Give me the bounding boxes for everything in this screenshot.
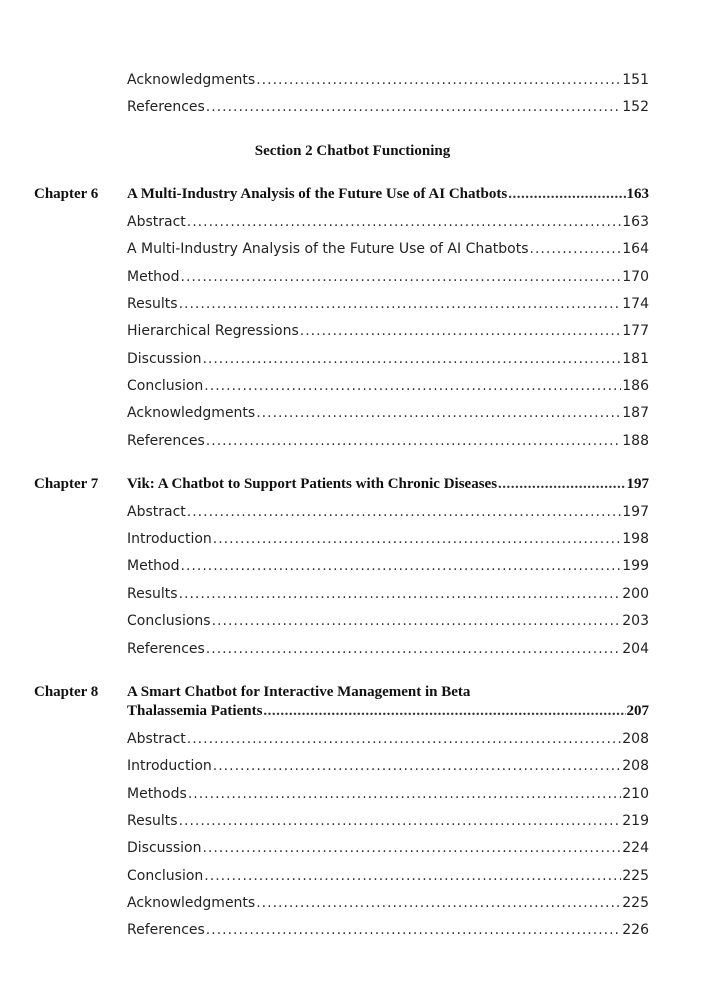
dot-leader — [204, 868, 621, 884]
toc-entry-title: Methods — [127, 786, 187, 802]
toc-entry-page: 186 — [622, 378, 649, 394]
dot-leader — [206, 641, 621, 657]
dot-leader — [508, 186, 625, 203]
dot-leader — [206, 433, 621, 449]
toc-entry-title: Abstract — [127, 731, 186, 747]
dot-leader — [263, 703, 625, 720]
toc-entry[interactable] — [127, 531, 649, 547]
section-title: Section 2 Chatbot Functioning — [254, 143, 451, 159]
toc-entry-page: 219 — [622, 813, 649, 829]
toc-entry-page: 200 — [622, 586, 649, 602]
toc-entry-title: Conclusion — [127, 868, 204, 884]
dot-leader — [213, 758, 621, 774]
toc-entry[interactable] — [127, 758, 649, 774]
toc-entry-page: 187 — [622, 405, 649, 421]
toc-entry-page: 163 — [622, 214, 649, 230]
toc-entry-page: 203 — [622, 613, 649, 629]
toc-entry-title: References — [127, 922, 205, 938]
chapter-title-entry[interactable] — [127, 186, 649, 203]
toc-entry-title: Abstract — [127, 504, 186, 520]
chapter-page: 197 — [626, 476, 649, 492]
toc-entry-page: 181 — [622, 351, 649, 367]
chapter-title-entry[interactable] — [127, 703, 649, 720]
toc-entry[interactable] — [127, 323, 649, 339]
toc-entry[interactable] — [127, 586, 649, 602]
toc-entry[interactable] — [127, 433, 649, 449]
toc-entry[interactable] — [127, 558, 649, 574]
toc-entry[interactable] — [127, 405, 649, 421]
chapter-title-line2: Thalassemia Patients — [127, 703, 263, 719]
toc-entry-title: References — [127, 433, 205, 449]
toc-entry-page: 151 — [622, 72, 649, 88]
toc-entry-title: Acknowledgments — [127, 72, 256, 88]
toc-entry-title: Abstract — [127, 214, 186, 230]
dot-leader — [181, 269, 622, 285]
dot-leader — [181, 558, 622, 574]
dot-leader — [187, 731, 621, 747]
toc-entry-page: 208 — [622, 731, 649, 747]
toc-entry-title: Introduction — [127, 531, 212, 547]
toc-entry-title: Results — [127, 296, 178, 312]
toc-entry-page: 177 — [622, 323, 649, 339]
toc-entry[interactable] — [127, 378, 649, 394]
toc-entry-page: 170 — [622, 269, 649, 285]
toc-entry[interactable] — [127, 269, 649, 285]
toc-entry-page: 226 — [622, 922, 649, 938]
chapter-title: A Multi-Industry Analysis of the Future Use of AI Chatbots — [127, 186, 508, 202]
toc-entry-title: Acknowledgments — [127, 895, 256, 911]
toc-entry-title: Discussion — [127, 351, 202, 367]
toc-entry-page: 174 — [622, 296, 649, 312]
toc-entry-title: A Multi-Industry Analysis of the Future Use of AI Chatbots — [127, 241, 529, 257]
toc-entry[interactable] — [127, 99, 649, 115]
dot-leader — [256, 895, 621, 911]
toc-entry-page: 188 — [622, 433, 649, 449]
toc-entry-page: 199 — [622, 558, 649, 574]
toc-entry[interactable] — [127, 813, 649, 829]
toc-entry[interactable] — [127, 840, 649, 856]
chapter-label: Chapter 7 — [34, 476, 99, 492]
toc-entry[interactable] — [127, 731, 649, 747]
toc-entry-page: 197 — [622, 504, 649, 520]
toc-entry[interactable] — [127, 72, 649, 88]
toc-entry-title: Conclusions — [127, 613, 211, 629]
toc-entry-page: 152 — [622, 99, 649, 115]
dot-leader — [204, 378, 621, 394]
dot-leader — [213, 531, 621, 547]
toc-entry[interactable] — [127, 214, 649, 230]
toc-entry[interactable] — [127, 296, 649, 312]
dot-leader — [187, 214, 621, 230]
toc-entry-title: Hierarchical Regressions — [127, 323, 299, 339]
toc-entry-page: 198 — [622, 531, 649, 547]
toc-entry[interactable] — [127, 613, 649, 629]
toc-entry-page: 225 — [622, 868, 649, 884]
toc-entry[interactable] — [127, 895, 649, 911]
dot-leader — [206, 99, 621, 115]
toc-entry-title: Conclusion — [127, 378, 204, 394]
dot-leader — [256, 72, 621, 88]
toc-entry-title: Method — [127, 558, 180, 574]
toc-entry[interactable] — [127, 868, 649, 884]
dot-leader — [206, 922, 621, 938]
dot-leader — [498, 476, 625, 493]
toc-entry[interactable] — [127, 922, 649, 938]
chapter-page: 207 — [626, 703, 649, 719]
dot-leader — [179, 586, 622, 602]
dot-leader — [300, 323, 622, 339]
toc-entry[interactable] — [127, 351, 649, 367]
toc-entry[interactable] — [127, 241, 649, 257]
toc-entry-title: Results — [127, 586, 178, 602]
dot-leader — [202, 351, 621, 367]
toc-entry-title: Results — [127, 813, 178, 829]
toc-entry[interactable] — [127, 786, 649, 802]
toc-entry-title: Acknowledgments — [127, 405, 256, 421]
toc-entry-page: 225 — [622, 895, 649, 911]
dot-leader — [179, 296, 622, 312]
toc-entry-page: 210 — [622, 786, 649, 802]
toc-entry-page: 164 — [622, 241, 649, 257]
toc-entry-page: 208 — [622, 758, 649, 774]
toc-entry-page: 224 — [622, 840, 649, 856]
toc-entry-title: Discussion — [127, 840, 202, 856]
dot-leader — [212, 613, 622, 629]
toc-entry-title: References — [127, 641, 205, 657]
chapter-title-entry[interactable] — [127, 476, 649, 493]
dot-leader — [202, 840, 621, 856]
dot-leader — [187, 504, 621, 520]
toc-entry-title: References — [127, 99, 205, 115]
chapter-title: Vik: A Chatbot to Support Patients with Chronic Diseases — [127, 476, 498, 492]
toc-entry-title: Introduction — [127, 758, 212, 774]
chapter-title-line1[interactable]: A Smart Chatbot for Interactive Management in Beta — [127, 684, 471, 700]
chapter-page: 163 — [626, 186, 649, 202]
toc-entry-title: Method — [127, 269, 180, 285]
chapter-label: Chapter 6 — [34, 186, 99, 202]
dot-leader — [188, 786, 621, 802]
dot-leader — [256, 405, 621, 421]
dot-leader — [530, 241, 622, 257]
toc-entry[interactable] — [127, 504, 649, 520]
chapter-label: Chapter 8 — [34, 684, 99, 700]
toc-entry[interactable] — [127, 641, 649, 657]
dot-leader — [179, 813, 622, 829]
toc-entry-page: 204 — [622, 641, 649, 657]
